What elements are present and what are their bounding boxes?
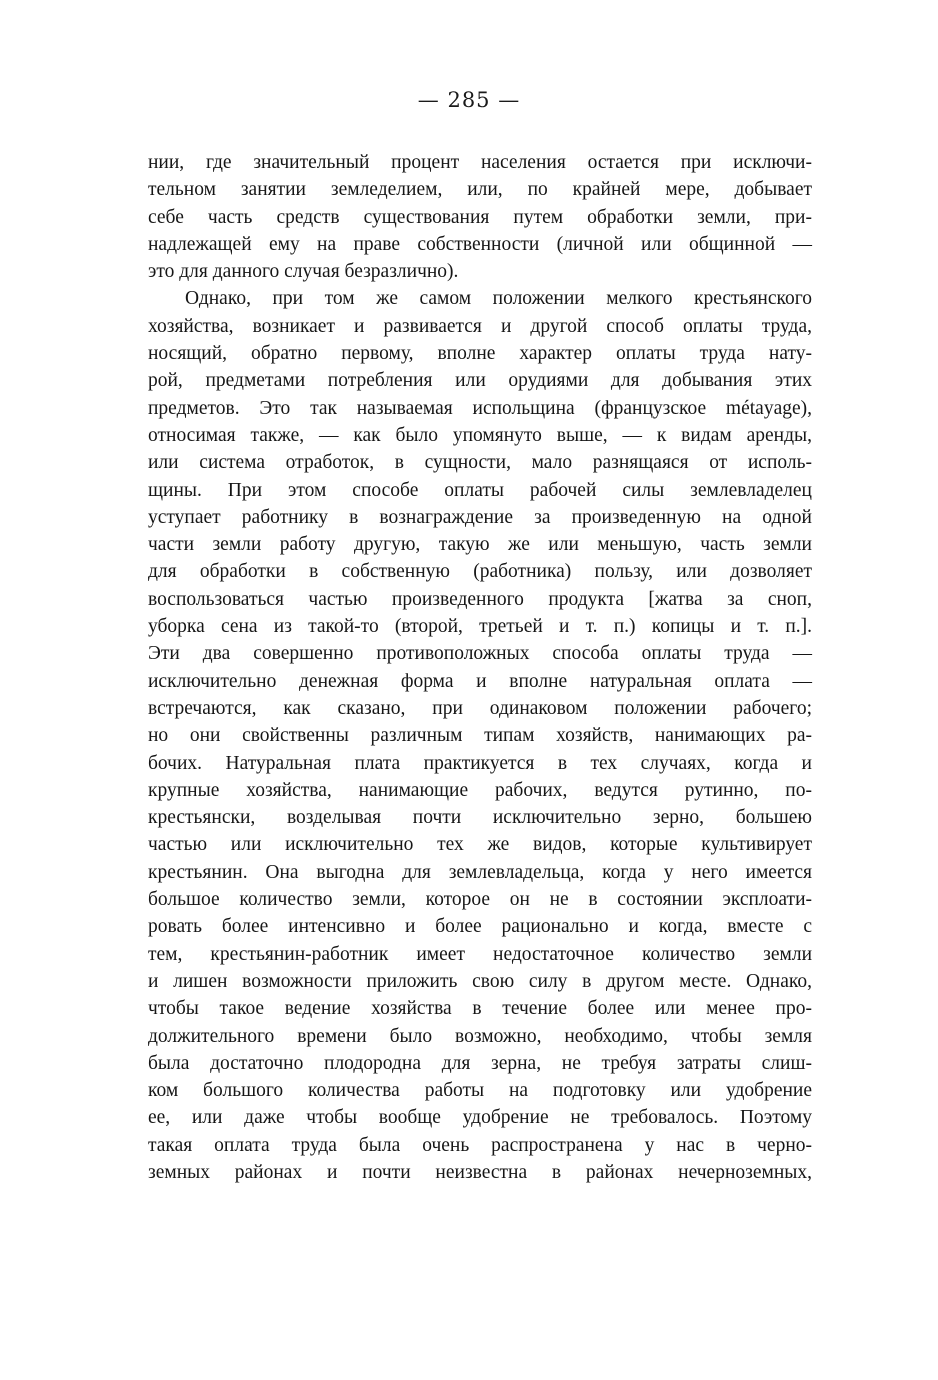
text-line: нии, где значительный процент населения остается при исключи- [148, 152, 812, 173]
text-line: носящий, обратно первому, вполне характер оплаты труда нату- [148, 343, 812, 365]
text-line: ее, или даже чтобы вообще удобрение не требовалось. Поэтому [148, 1107, 812, 1129]
text-line: встречаются, как сказано, при одинаковом положении рабочего; [148, 697, 812, 719]
text-line: воспользоваться частью произведенного продукта [жатва за сноп, [148, 588, 812, 610]
body-text [148, 149, 812, 1186]
text-line: или система отработок, в сущности, мало разнящаяся от исполь- [148, 452, 812, 474]
text-line: щины. При этом способе оплаты рабочей силы землевладелец [148, 479, 812, 501]
text-line: относимая также, — как было упомянуто выше, — к видам аренды, [148, 424, 812, 446]
text-line: рой, предметами потребления или орудиями для добывания этих [148, 370, 812, 392]
text-line: тем, крестьянин-работник имеет недостаточное количество земли [148, 943, 812, 965]
text-line: надлежащей ему на праве собственности (личной или общинной — [148, 233, 812, 255]
text-line: большое количество земли, которое он не в состоянии эксплоати- [148, 889, 812, 911]
text-line: земных районах и почти неизвестна в районах нечерноземных, [148, 1161, 812, 1183]
text-line: тельном занятии земледелием, или, по крайней мере, добывает [148, 179, 812, 201]
text-line: уступает работнику в вознаграждение за произведенную на одной [148, 506, 812, 528]
page-number: — 285 — [417, 88, 521, 112]
text-line: крестьянин. Она выгодна для землевладельца, когда у него имеется [148, 861, 812, 883]
text-line: Эти два совершенно противоположных способа оплаты труда — [148, 643, 812, 665]
text-line: была достаточно плодородна для зерна, не требуя затраты слиш- [148, 1052, 812, 1074]
text-line: крупные хозяйства, нанимающие рабочих, ведутся рутинно, по- [148, 779, 812, 801]
text-line: и лишен возможности приложить свою силу в другом месте. Однако, [148, 970, 812, 992]
text-line: ком большого количества работы на подготовку или удобрение [148, 1080, 812, 1102]
text-line: себе часть средств существования путем обработки земли, при- [148, 206, 812, 228]
text-line: чтобы такое ведение хозяйства в течение более или менее про- [148, 998, 812, 1020]
text-line: но они свойственны различным типам хозяйств, нанимающих ра- [148, 725, 812, 747]
text-line: исключительно денежная форма и вполне натуральная оплата — [148, 670, 812, 692]
text-line: ровать более интенсивно и более рационально и когда, вместе с [148, 916, 812, 938]
text-line: Однако, при том же самом положении мелкого крестьянского [185, 288, 812, 310]
text-line: должительного времени было возможно, необходимо, чтобы земля [148, 1025, 812, 1047]
text-line: для обработки в собственную (работника) пользу, или дозволяет [148, 561, 812, 583]
text-line: хозяйства, возникает и развивается и другой способ оплаты труда, [148, 315, 812, 337]
text-line: предметов. Это так называемая испольщина (французское métayage), [148, 397, 812, 419]
text-line: части земли работу другую, такую же или меньшую, часть земли [148, 534, 812, 556]
text-line: такая оплата труда была очень распространена у нас в черно- [148, 1134, 812, 1156]
text-line: бочих. Натуральная плата практикуется в тех случаях, когда и [148, 752, 812, 774]
text-line: частью или исключительно тех же видов, которые культивирует [148, 834, 812, 856]
text-line: это для данного случая безразлично). [148, 261, 459, 283]
text-line: уборка сена из такой-то (второй, третьей и т. п.) копицы и т. п.]. [148, 616, 812, 638]
text-line: крестьянски, возделывая почти исключительно зерно, большею [148, 807, 812, 829]
